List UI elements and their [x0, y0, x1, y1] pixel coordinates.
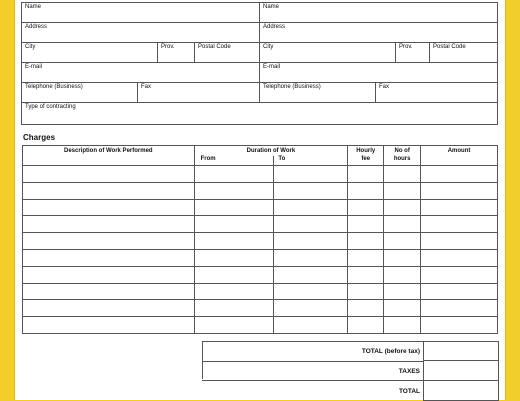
charge-cell[interactable]: [384, 266, 421, 283]
charges-table: [22, 145, 498, 334]
charge-cell[interactable]: [194, 199, 274, 216]
charge-cell[interactable]: [348, 216, 384, 233]
col-duration-header: Duration of Work: [194, 146, 348, 156]
charge-cell[interactable]: [421, 182, 498, 199]
charge-cell[interactable]: [348, 182, 384, 199]
charge-cell[interactable]: [194, 182, 274, 199]
contact-grid: [21, 2, 498, 125]
charge-cell[interactable]: [384, 199, 421, 216]
total-label: TOTAL: [398, 387, 420, 395]
charge-cell[interactable]: [348, 249, 384, 266]
right-address-field[interactable]: Address: [260, 23, 498, 43]
charge-cell[interactable]: [421, 300, 498, 317]
charge-cell[interactable]: [348, 300, 384, 317]
charge-cell[interactable]: [384, 216, 421, 233]
charge-cell[interactable]: [23, 317, 195, 334]
charge-cell[interactable]: [348, 266, 384, 283]
charge-cell[interactable]: [194, 249, 274, 266]
charge-cell[interactable]: [421, 317, 498, 334]
contracting-type-field[interactable]: Type of contracting: [22, 103, 498, 125]
charge-cell[interactable]: [274, 182, 348, 199]
col-hourly-header: Hourly: [348, 146, 384, 156]
right-name-field[interactable]: Name: [260, 3, 498, 23]
left-city-field[interactable]: City: [22, 43, 158, 63]
charge-cell[interactable]: [384, 283, 421, 300]
right-tel-field[interactable]: Telephone (Business): [260, 83, 376, 103]
charge-cell[interactable]: [194, 233, 274, 250]
form-sheet: [14, 0, 506, 400]
charge-row: [23, 266, 498, 283]
charge-cell[interactable]: [384, 249, 421, 266]
charge-cell[interactable]: [274, 233, 348, 250]
charge-row: [23, 249, 498, 266]
total-before-tax-field[interactable]: [423, 341, 499, 361]
charge-cell[interactable]: [194, 166, 274, 183]
col-nohours-header: No of: [384, 146, 421, 156]
charge-cell[interactable]: [348, 166, 384, 183]
charge-cell[interactable]: [421, 266, 498, 283]
col-amount-header: Amount: [421, 146, 498, 156]
charge-row: [23, 182, 498, 199]
charge-row: [23, 233, 498, 250]
charge-cell[interactable]: [421, 199, 498, 216]
charge-cell[interactable]: [23, 266, 195, 283]
left-fax-field[interactable]: Fax: [138, 83, 260, 103]
charge-row: [23, 283, 498, 300]
charge-cell[interactable]: [384, 182, 421, 199]
charge-cell[interactable]: [194, 266, 274, 283]
charge-cell[interactable]: [274, 199, 348, 216]
charge-cell[interactable]: [23, 199, 195, 216]
charge-cell[interactable]: [274, 216, 348, 233]
charge-cell[interactable]: [348, 317, 384, 334]
col-hourly-header-2: fee: [348, 156, 384, 166]
charge-row: [23, 216, 498, 233]
right-fax-field[interactable]: Fax: [376, 83, 498, 103]
charge-cell[interactable]: [274, 300, 348, 317]
right-city-field[interactable]: City: [260, 43, 396, 63]
charge-cell[interactable]: [23, 216, 195, 233]
charge-cell[interactable]: [274, 266, 348, 283]
col-description-header: Description of Work Performed: [23, 146, 195, 156]
total-field[interactable]: [423, 381, 499, 401]
charge-cell[interactable]: [274, 249, 348, 266]
totals-block: [202, 341, 499, 401]
charge-cell[interactable]: [194, 300, 274, 317]
charge-cell[interactable]: [384, 300, 421, 317]
left-name-field[interactable]: Name: [22, 3, 260, 23]
charge-cell[interactable]: [348, 199, 384, 216]
left-postal-field[interactable]: Postal Code: [195, 43, 260, 63]
charge-cell[interactable]: [23, 233, 195, 250]
charge-cell[interactable]: [421, 166, 498, 183]
charge-cell[interactable]: [194, 216, 274, 233]
charge-cell[interactable]: [194, 317, 274, 334]
left-prov-field[interactable]: Prov.: [158, 43, 195, 63]
taxes-label: TAXES: [202, 361, 423, 381]
charge-cell[interactable]: [23, 300, 195, 317]
col-to-header: To: [274, 156, 348, 166]
charge-cell[interactable]: [23, 249, 195, 266]
charge-cell[interactable]: [274, 283, 348, 300]
charge-cell[interactable]: [384, 233, 421, 250]
left-address-field[interactable]: Address: [22, 23, 260, 43]
charges-heading: Charges: [23, 133, 56, 142]
charge-cell[interactable]: [348, 233, 384, 250]
charge-row: [23, 317, 498, 334]
charge-cell[interactable]: [23, 166, 195, 183]
right-email-field[interactable]: E-mail: [260, 63, 498, 83]
charge-cell[interactable]: [421, 216, 498, 233]
left-tel-field[interactable]: Telephone (Business): [22, 83, 138, 103]
right-prov-field[interactable]: Prov.: [396, 43, 430, 63]
charge-cell[interactable]: [23, 283, 195, 300]
col-nohours-header-2: hours: [384, 156, 421, 166]
charge-cell[interactable]: [421, 233, 498, 250]
charge-cell[interactable]: [23, 182, 195, 199]
charge-cell[interactable]: [274, 317, 348, 334]
charge-cell[interactable]: [274, 166, 348, 183]
right-postal-field[interactable]: Postal Code: [430, 43, 498, 63]
total-before-tax-label: TOTAL (before tax): [202, 341, 423, 361]
charge-cell[interactable]: [421, 249, 498, 266]
charge-row: [23, 300, 498, 317]
charge-row: [23, 166, 498, 183]
charge-row: [23, 199, 498, 216]
charge-cell[interactable]: [384, 166, 421, 183]
left-email-field[interactable]: E-mail: [22, 63, 260, 83]
charge-cell[interactable]: [194, 283, 274, 300]
charge-cell[interactable]: [348, 283, 384, 300]
col-from-header: From: [194, 156, 274, 166]
charge-cell[interactable]: [384, 317, 421, 334]
charge-cell[interactable]: [421, 283, 498, 300]
taxes-field[interactable]: [423, 361, 499, 381]
